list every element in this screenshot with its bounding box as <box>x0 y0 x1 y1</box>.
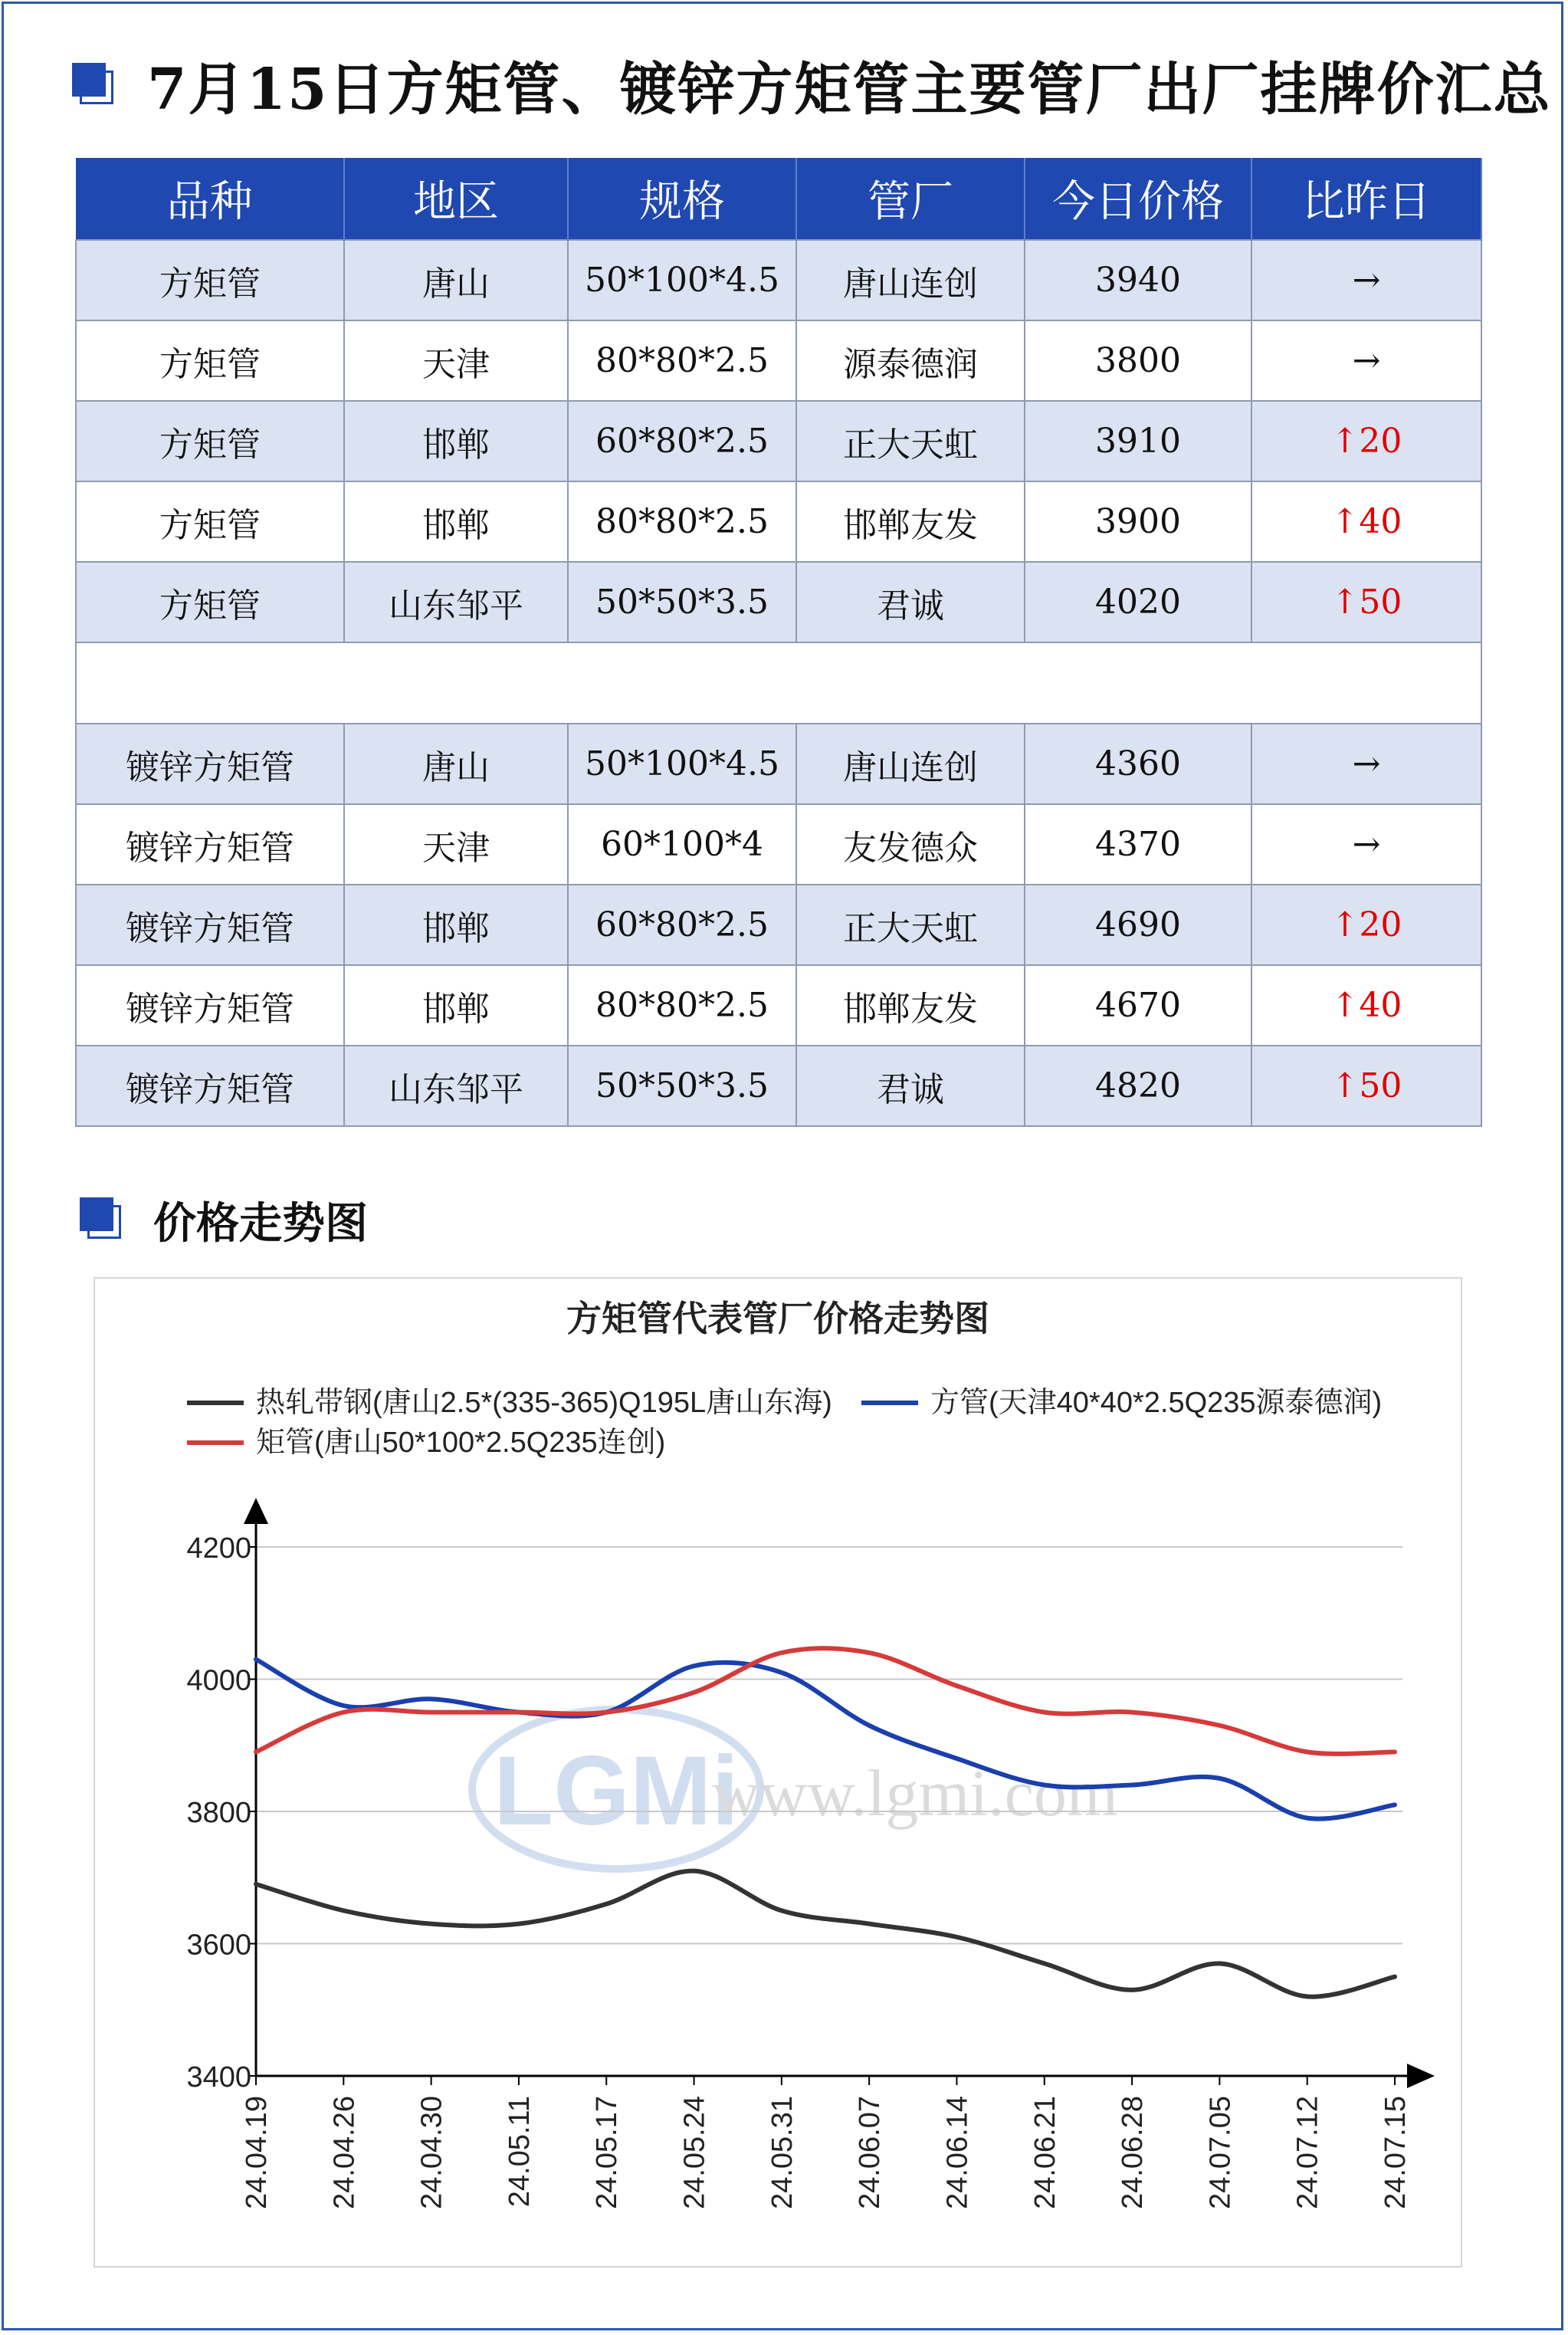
title-square-icon <box>72 63 113 104</box>
cell-region: 山东邹平 <box>344 562 568 642</box>
legend-label: 热轧带钢(唐山2.5*(335-365)Q195L唐山东海) <box>256 1387 832 1419</box>
cell-region: 天津 <box>344 320 568 401</box>
cell-region: 邯郸 <box>344 401 568 481</box>
cell-spec: 50*50*3.5 <box>568 562 796 642</box>
header-mill: 管厂 <box>796 158 1025 240</box>
cell-region: 唐山 <box>344 724 568 804</box>
cell-price: 4820 <box>1025 1046 1251 1126</box>
cell-region: 天津 <box>344 804 568 885</box>
cell-region: 邯郸 <box>344 481 568 562</box>
cell-price: 3940 <box>1025 240 1251 320</box>
chart-title: 方矩管代表管厂价格走势图 <box>566 1299 989 1338</box>
y-tick-label: 3800 <box>186 1797 251 1829</box>
series-line-1 <box>256 1871 1395 1997</box>
table-row <box>76 1046 1481 1126</box>
cell-mill: 邯郸友发 <box>796 965 1025 1046</box>
x-tick-label: 24.07.15 <box>1379 2096 1412 2209</box>
table-row <box>76 401 1481 481</box>
table-row <box>76 320 1481 401</box>
table-spacer-row <box>76 642 1481 724</box>
cell-region: 唐山 <box>344 240 568 320</box>
header-price: 今日价格 <box>1025 158 1251 240</box>
cell-mill: 正大天虹 <box>796 885 1025 965</box>
cell-spec: 50*50*3.5 <box>568 1046 796 1126</box>
cell-price: 4370 <box>1025 804 1251 885</box>
header-spec: 规格 <box>568 158 796 240</box>
chart-container <box>93 1277 1462 2268</box>
cell-spec: 80*80*2.5 <box>568 320 796 401</box>
cell-price: 4690 <box>1025 885 1251 965</box>
cell-spec: 60*80*2.5 <box>568 885 796 965</box>
y-tick-label: 3400 <box>186 2061 251 2094</box>
table-row <box>76 804 1481 885</box>
x-tick-label: 24.07.05 <box>1204 2096 1237 2209</box>
cell-spec: 50*100*4.5 <box>568 240 796 320</box>
table-row <box>76 481 1481 562</box>
table-row <box>76 724 1481 804</box>
price-trend-chart <box>95 1279 1461 2266</box>
table-row <box>76 965 1481 1046</box>
cell-change: ↑20 <box>1251 885 1481 965</box>
cell-product: 方矩管 <box>76 481 344 562</box>
cell-product: 方矩管 <box>76 401 344 481</box>
y-axis-arrow <box>244 1498 268 1524</box>
cell-mill: 君诚 <box>796 562 1025 642</box>
watermark <box>472 1709 1118 1869</box>
y-tick-label: 4000 <box>186 1664 251 1697</box>
cell-price: 4360 <box>1025 724 1251 804</box>
chart-grid <box>248 1547 1402 2076</box>
watermark-url: www.lgmi.com <box>712 1756 1118 1830</box>
header-region: 地区 <box>344 158 568 240</box>
cell-change: → <box>1251 240 1481 320</box>
x-tick-label: 24.05.24 <box>678 2096 711 2209</box>
cell-region: 邯郸 <box>344 965 568 1046</box>
cell-price: 4670 <box>1025 965 1251 1046</box>
x-tick-label: 24.05.17 <box>591 2096 624 2209</box>
cell-change: ↑50 <box>1251 1046 1481 1126</box>
cell-spec: 60*100*4 <box>568 804 796 885</box>
legend-label: 方管(天津40*40*2.5Q235源泰德润) <box>930 1387 1383 1419</box>
cell-product: 镀锌方矩管 <box>76 804 344 885</box>
cell-spec: 50*100*4.5 <box>568 724 796 804</box>
legend-label: 矩管(唐山50*100*2.5Q235连创) <box>256 1427 666 1459</box>
spacer-cell <box>76 642 1481 724</box>
cell-region: 山东邹平 <box>344 1046 568 1126</box>
section-title: 价格走势图 <box>153 1198 368 1249</box>
cell-spec: 80*80*2.5 <box>568 481 796 562</box>
x-axis-arrow <box>1407 2064 1435 2088</box>
header-change: 比昨日 <box>1251 158 1481 240</box>
cell-mill: 邯郸友发 <box>796 481 1025 562</box>
table-row <box>76 885 1481 965</box>
price-table <box>75 158 1482 1127</box>
x-tick-label: 24.06.07 <box>854 2096 887 2209</box>
cell-price: 3800 <box>1025 320 1251 401</box>
x-tick-label: 24.04.30 <box>415 2096 448 2209</box>
cell-price: 3900 <box>1025 481 1251 562</box>
cell-product: 镀锌方矩管 <box>76 724 344 804</box>
x-tick-label: 24.06.21 <box>1028 2096 1061 2209</box>
cell-mill: 唐山连创 <box>796 724 1025 804</box>
cell-region: 邯郸 <box>344 885 568 965</box>
y-tick-label: 4200 <box>186 1532 251 1565</box>
page-title: 7月15日方矩管、镀锌方矩管主要管厂出厂挂牌价汇总 <box>147 57 1552 123</box>
cell-product: 镀锌方矩管 <box>76 1046 344 1126</box>
y-tick-label: 3600 <box>186 1929 251 1962</box>
x-tick-label: 24.05.11 <box>503 2096 536 2208</box>
cell-product: 方矩管 <box>76 562 344 642</box>
cell-spec: 60*80*2.5 <box>568 401 796 481</box>
cell-product: 镀锌方矩管 <box>76 965 344 1046</box>
cell-product: 方矩管 <box>76 240 344 320</box>
table-header <box>76 158 1481 240</box>
x-tick-label: 24.06.14 <box>941 2096 974 2209</box>
cell-change: ↑40 <box>1251 965 1481 1046</box>
cell-change: ↑20 <box>1251 401 1481 481</box>
cell-change: ↑40 <box>1251 481 1481 562</box>
watermark-logo: LGMi <box>494 1736 739 1846</box>
cell-price: 4020 <box>1025 562 1251 642</box>
header-product: 品种 <box>76 158 344 240</box>
cell-mill: 君诚 <box>796 1046 1025 1126</box>
chart-tick-labels <box>186 1532 1412 2209</box>
cell-change: ↑50 <box>1251 562 1481 642</box>
x-tick-label: 24.04.19 <box>241 2096 273 2209</box>
cell-mill: 唐山连创 <box>796 240 1025 320</box>
table-row <box>76 562 1481 642</box>
cell-change: → <box>1251 724 1481 804</box>
table-row <box>76 240 1481 320</box>
cell-mill: 正大天虹 <box>796 401 1025 481</box>
cell-mill: 源泰德润 <box>796 320 1025 401</box>
cell-price: 3910 <box>1025 401 1251 481</box>
cell-product: 方矩管 <box>76 320 344 401</box>
x-tick-label: 24.07.12 <box>1291 2096 1324 2209</box>
x-tick-label: 24.05.31 <box>766 2096 799 2209</box>
section-square-icon <box>80 1197 121 1239</box>
cell-product: 镀锌方矩管 <box>76 885 344 965</box>
x-tick-label: 24.06.28 <box>1117 2096 1150 2209</box>
cell-mill: 友发德众 <box>796 804 1025 885</box>
cell-spec: 80*80*2.5 <box>568 965 796 1046</box>
cell-change: → <box>1251 804 1481 885</box>
chart-legend <box>187 1387 1382 1459</box>
x-tick-label: 24.04.26 <box>328 2096 361 2209</box>
cell-change: → <box>1251 320 1481 401</box>
